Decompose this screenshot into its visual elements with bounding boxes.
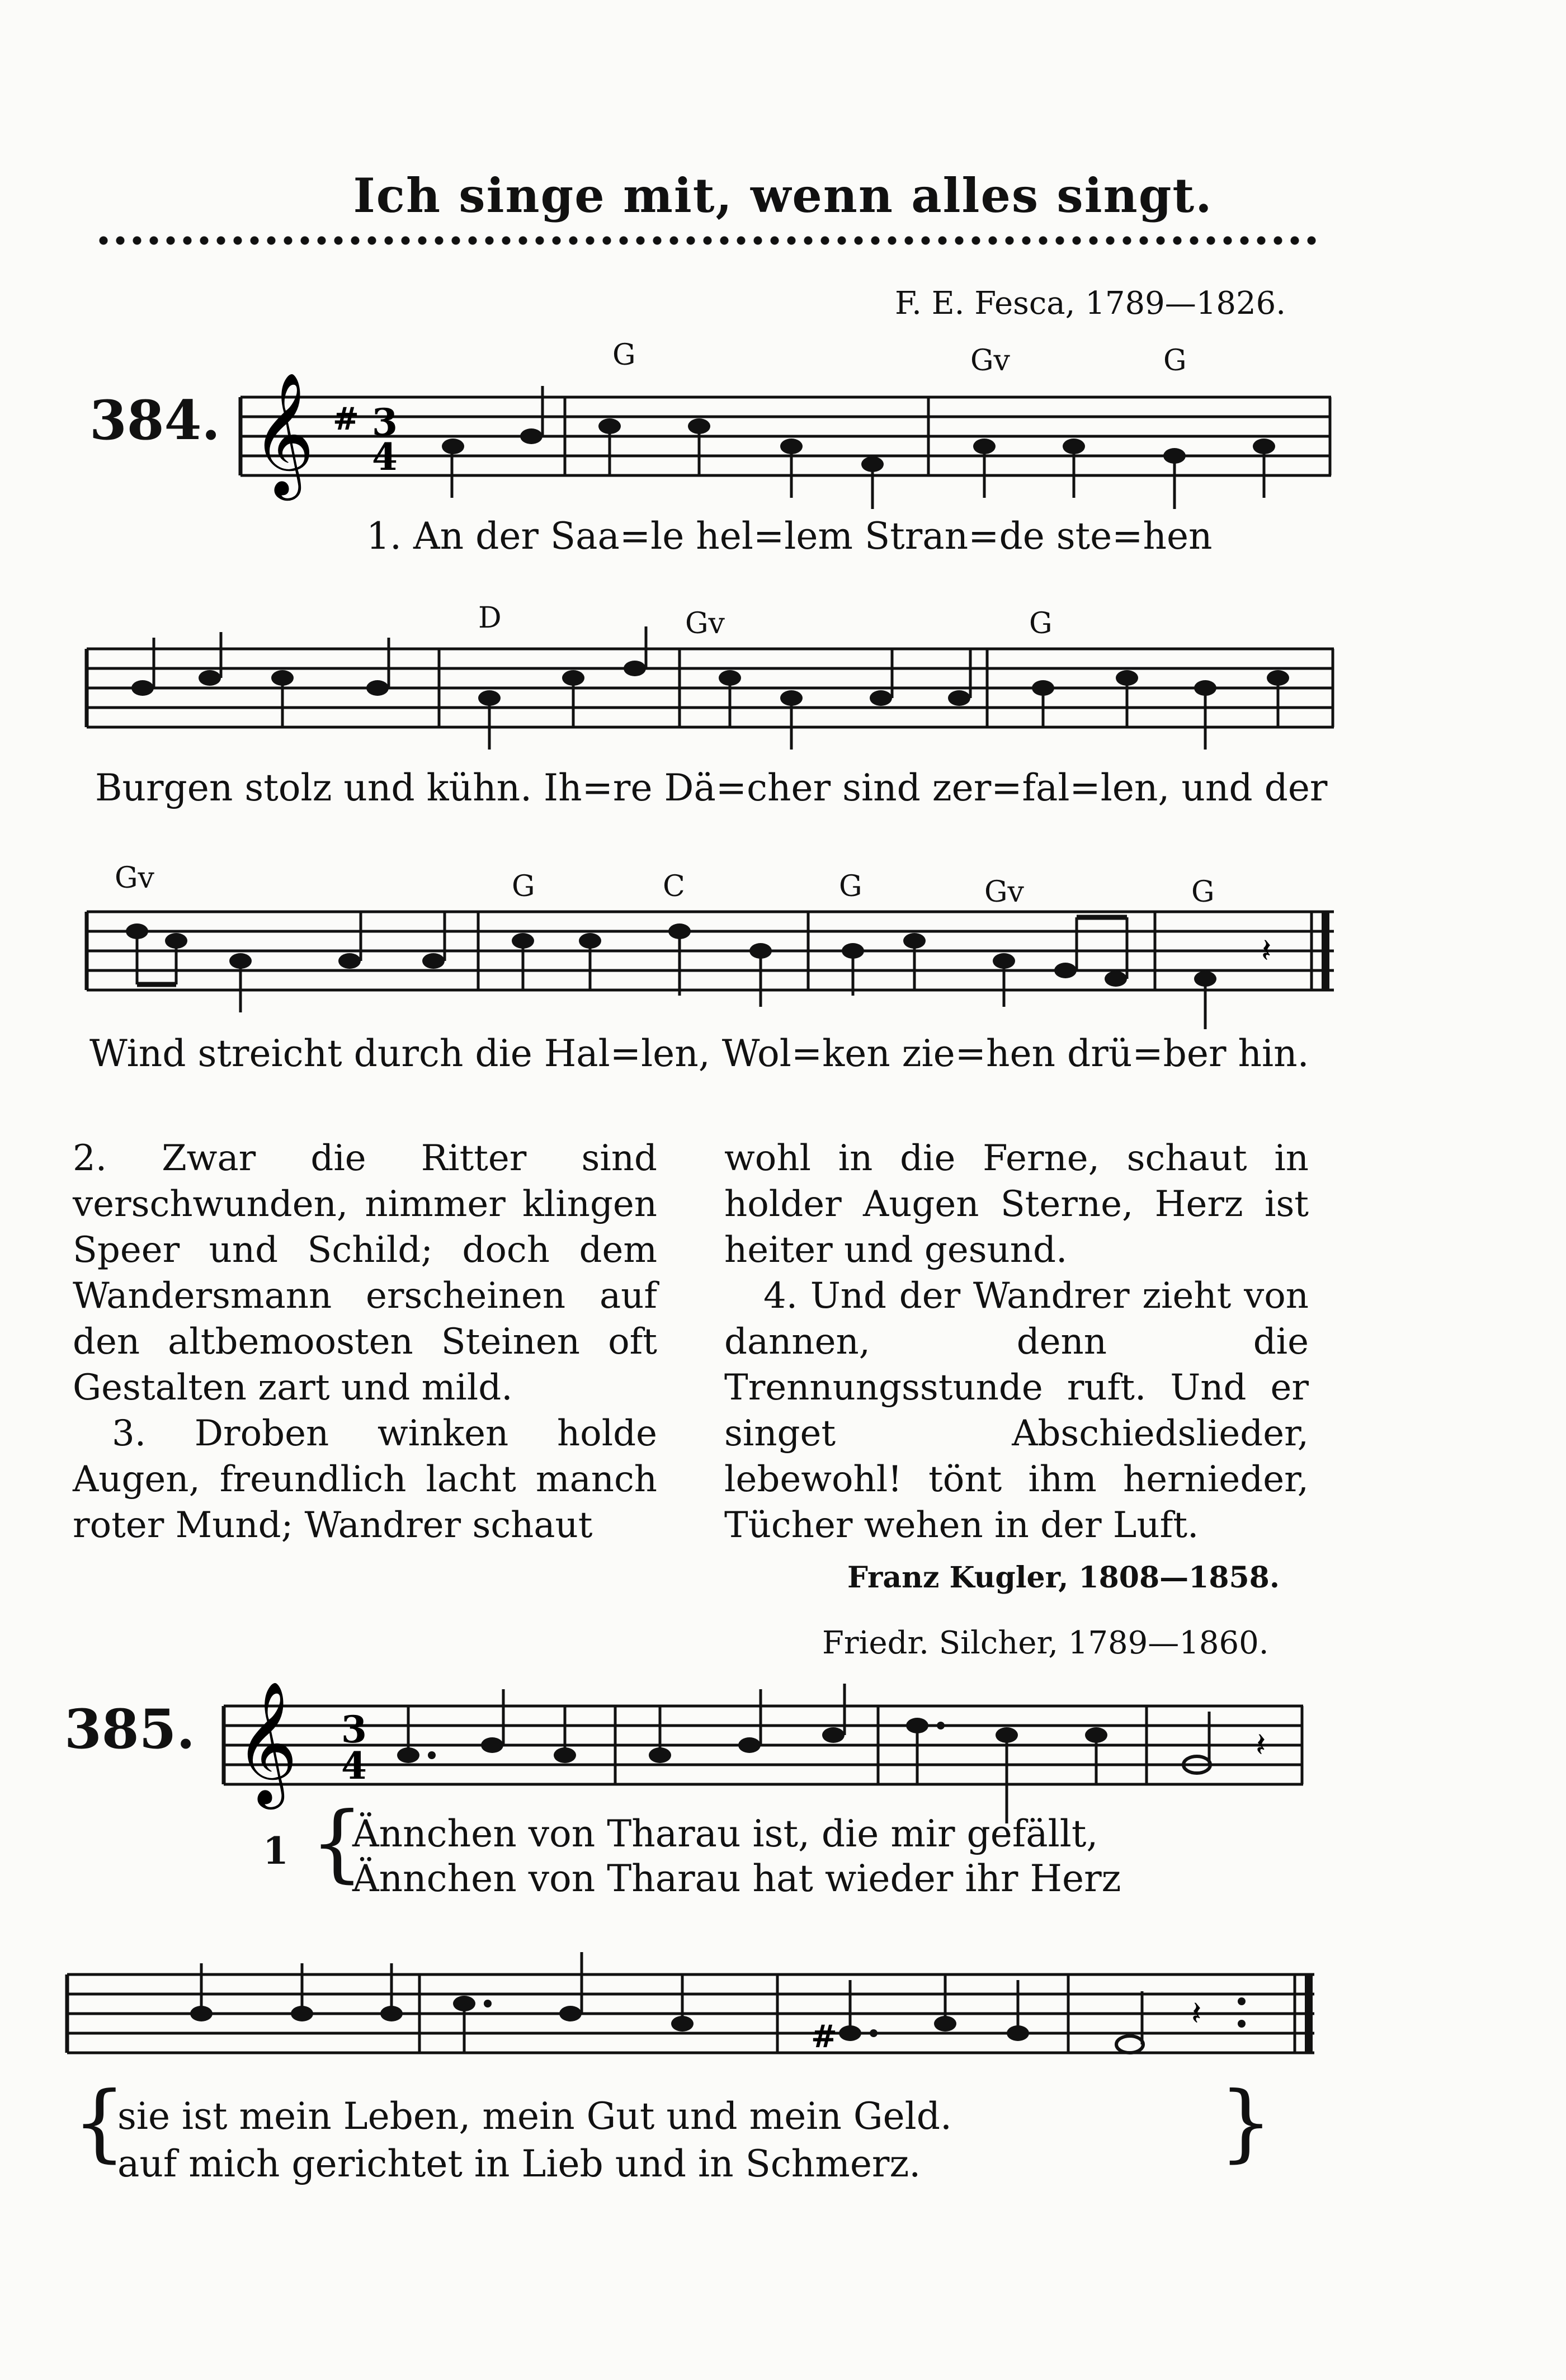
stanza-4: 4. Und der Wandrer zieht von dannen, denn die Trennungsstunde ruft. Und er singet Abschiedslieder, lebewohl! tönt ihm hernieder, Tücher wehen in der Luft. (724, 1275, 1309, 1546)
chord: G (1029, 607, 1053, 640)
lyric-385-line2a: sie ist mein Leben, mein Gut und mein Geld. (117, 2095, 952, 2138)
chord: Gv (984, 875, 1024, 909)
staff-384-line3 (87, 901, 1334, 1029)
chord: G (839, 870, 862, 903)
chord: Gv (115, 861, 154, 895)
stanza-3-end: wohl in die Ferne, schaut in holder Augen Sterne, Herz ist heiter und gesund. (724, 1138, 1309, 1271)
svg-text:4: 4 (341, 1744, 367, 1788)
chord: C (663, 870, 685, 903)
lyricist-384: Franz Kugler, 1808—1858. (847, 1561, 1280, 1595)
staff-385-line2 (67, 1963, 1314, 2092)
chord: G (1163, 344, 1187, 378)
svg-text:#: # (811, 2018, 837, 2055)
composer-385: Friedr. Silcher, 1789—1860. (822, 1625, 1269, 1661)
lyric-384-line2: Burgen stolz und kühn. Ih=re Dä=cher sind zer=fal=len, und der (95, 766, 1328, 809)
stanza-2: 2. Zwar die Ritter sind verschwunden, nimmer klingen Speer und Schild; doch dem Wandersmann erscheinen auf den altbemoosten Steinen oft Gestalten zart und mild. (73, 1138, 657, 1408)
chord: G (1191, 875, 1215, 909)
chord: Gv (970, 344, 1010, 378)
stanzas-right-column (724, 1135, 1309, 1548)
lyric-385-line1a: Ännchen von Tharau ist, die mir gefällt, (352, 1812, 1098, 1855)
staff-384-line1 (240, 371, 1331, 515)
svg-text:#: # (333, 400, 359, 437)
svg-text:𝄽: 𝄽 (1191, 1994, 1202, 2033)
svg-text:3: 3 (341, 1708, 367, 1751)
lyric-384-line1: 1. An der Saa=le hel=lem Stran=de ste=hen (366, 515, 1213, 558)
stanza-3-start: 3. Droben winken holde Augen, freundlich lacht manch roter Mund; Wandrer schaut (73, 1413, 657, 1546)
svg-text:𝄽: 𝄽 (1261, 931, 1272, 970)
page-header: Ich singe mit, wenn alles singt. (353, 168, 1213, 223)
staff-384-line2 (87, 638, 1334, 766)
left-brace: { (310, 1794, 364, 1892)
stanzas-left-column (73, 1135, 657, 1548)
chord: G (512, 870, 535, 903)
chord: D (478, 601, 502, 635)
dotted-rule (95, 232, 1320, 249)
staff-385-line1 (224, 1680, 1303, 1829)
chord: G (612, 338, 636, 372)
verse-number: 1 (263, 1829, 289, 1873)
left-brace: { (73, 2074, 126, 2171)
svg-text:𝄽: 𝄽 (1256, 1726, 1266, 1765)
right-brace: } (1219, 2074, 1273, 2171)
song-number-385: 385. (64, 1698, 195, 1761)
svg-text:𝄞: 𝄞 (252, 371, 315, 495)
lyric-385-line1b: Ännchen von Tharau hat wieder ihr Herz (352, 1857, 1121, 1900)
lyric-385-line2b: auf mich gerichtet in Lieb und in Schmerz. (117, 2142, 921, 2185)
svg-text:4: 4 (372, 435, 398, 479)
lyric-384-line3: Wind streicht durch die Hal=len, Wol=ken zie=hen drü=ber hin. (89, 1032, 1309, 1075)
svg-text:𝄞: 𝄞 (235, 1680, 298, 1804)
composer-384: F. E. Fesca, 1789—1826. (895, 285, 1286, 322)
svg-text:3: 3 (372, 400, 398, 444)
song-number-384: 384. (89, 389, 220, 452)
chord: Gv (685, 607, 725, 640)
